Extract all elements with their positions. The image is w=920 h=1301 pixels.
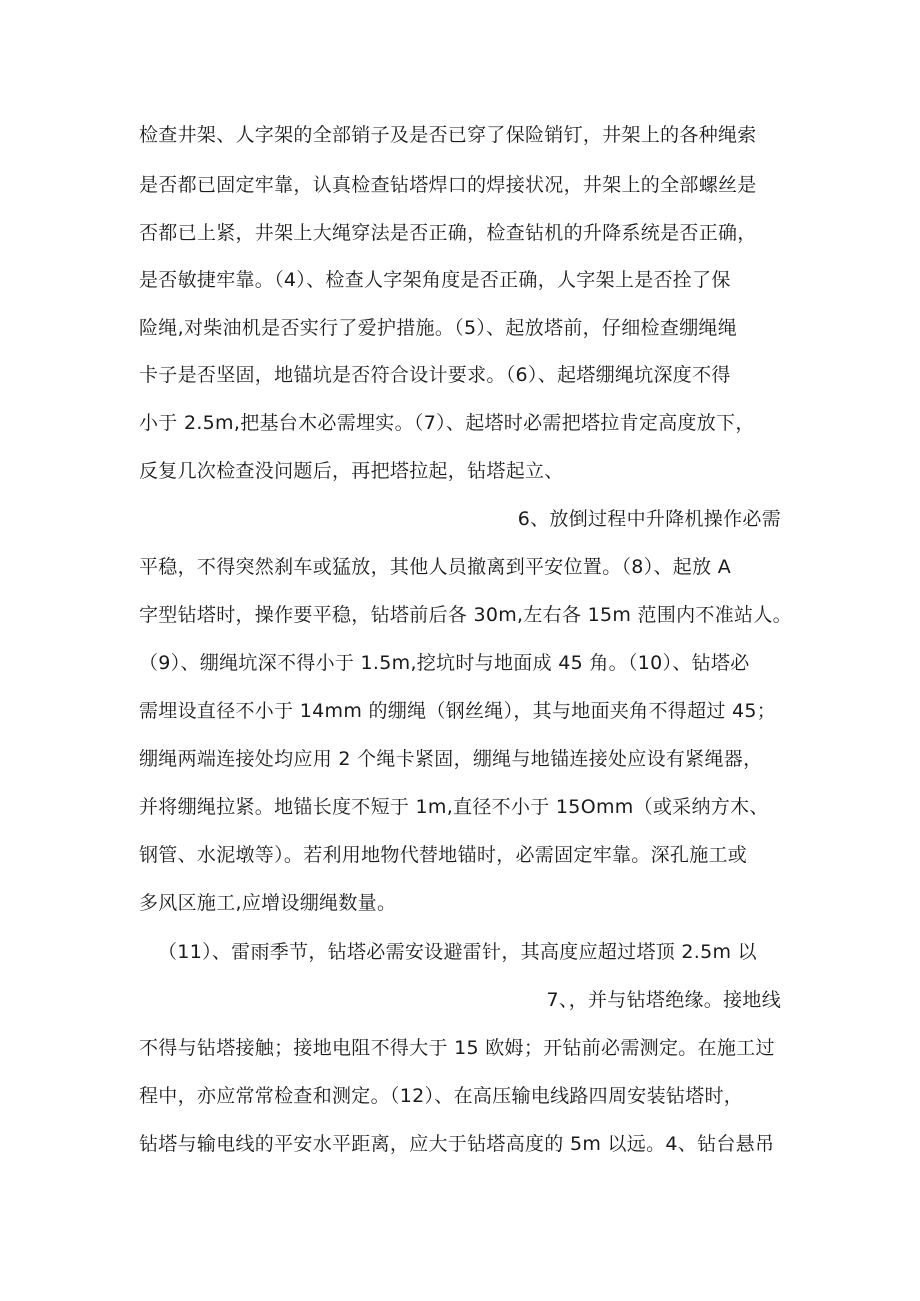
text-line: 反复几次检查没问题后，再把塔拉起，钻塔起立、 <box>139 460 564 482</box>
text-line: 钻塔与输电线的平安水平距离，应大于钻塔高度的 5m 以远。4、钻台悬吊 <box>139 1133 775 1155</box>
text-line: 不得与钻塔接触；接地电阻不得大于 15 欧姆；开钻前必需测定。在施工过 <box>139 1037 775 1059</box>
text-line: 险绳,对柴油机是否实行了爱护措施。（5）、起放塔前，仔细检查绷绳绳 <box>139 317 738 339</box>
text-line: 小于 2.5m,把基台木必需埋实。（7）、起塔时必需把塔拉肯定高度放下， <box>139 412 755 434</box>
text-line: 程中，亦应常常检查和测定。（12）、在高压输电线路四周安装钻塔时， <box>139 1085 744 1107</box>
text-line: 并将绷绳拉紧。地锚长度不短于 1m,直径不小于 15Omm（或采纳方木、 <box>139 796 769 818</box>
text-line: 字型钻塔时，操作要平稳，钻塔前后各 30m,左右各 15m 范围内不准站人。 <box>139 604 792 626</box>
text-line: 是否都已固定牢靠，认真检查钻塔焊口的焊接状况，井架上的全部螺丝是 <box>139 174 757 196</box>
text-line: 平稳，不得突然刹车或猛放，其他人员撤离到平安位置。（8）、起放 A <box>139 556 732 578</box>
text-line: 检查井架、人字架的全部销子及是否已穿了保险销钉，井架上的各种绳索 <box>139 124 757 146</box>
text-line: 卡子是否坚固，地锚坑是否符合设计要求。（6）、起塔绷绳坑深度不得 <box>139 364 731 386</box>
text-line-right-aligned: 7、，并与钻塔绝缘。接地线 <box>546 989 781 1011</box>
text-line: （9）、绷绳坑深不得小于 1.5m,挖坑时与地面成 45 角。（10）、钻塔必 <box>139 652 750 674</box>
text-line: 钢管、水泥墩等）。若利用地物代替地锚时，必需固定牢靠。深孔施工或 <box>139 844 748 866</box>
text-line-indented: （11）、雷雨季节，钻塔必需安设避雷针，其高度应超过塔顶 2.5m 以 <box>158 941 757 963</box>
text-line: 否都已上紧，井架上大绳穿法是否正确，检查钻机的升降系统是否正确， <box>139 222 757 244</box>
text-line-right-aligned: 6、放倒过程中升降机操作必需 <box>517 508 781 530</box>
text-line: 多风区施工,应增设绷绳数量。 <box>139 892 397 914</box>
text-line: 需埋设直径不小于 14mm 的绷绳（钢丝绳），其与地面夹角不得超过 45； <box>139 700 777 722</box>
text-line: 绷绳两端连接处均应用 2 个绳卡紧固，绷绳与地锚连接处应设有紧绳器， <box>139 748 763 770</box>
text-line: 是否敏捷牢靠。（4）、检查人字架角度是否正确，人字架上是否拴了保 <box>139 269 731 291</box>
